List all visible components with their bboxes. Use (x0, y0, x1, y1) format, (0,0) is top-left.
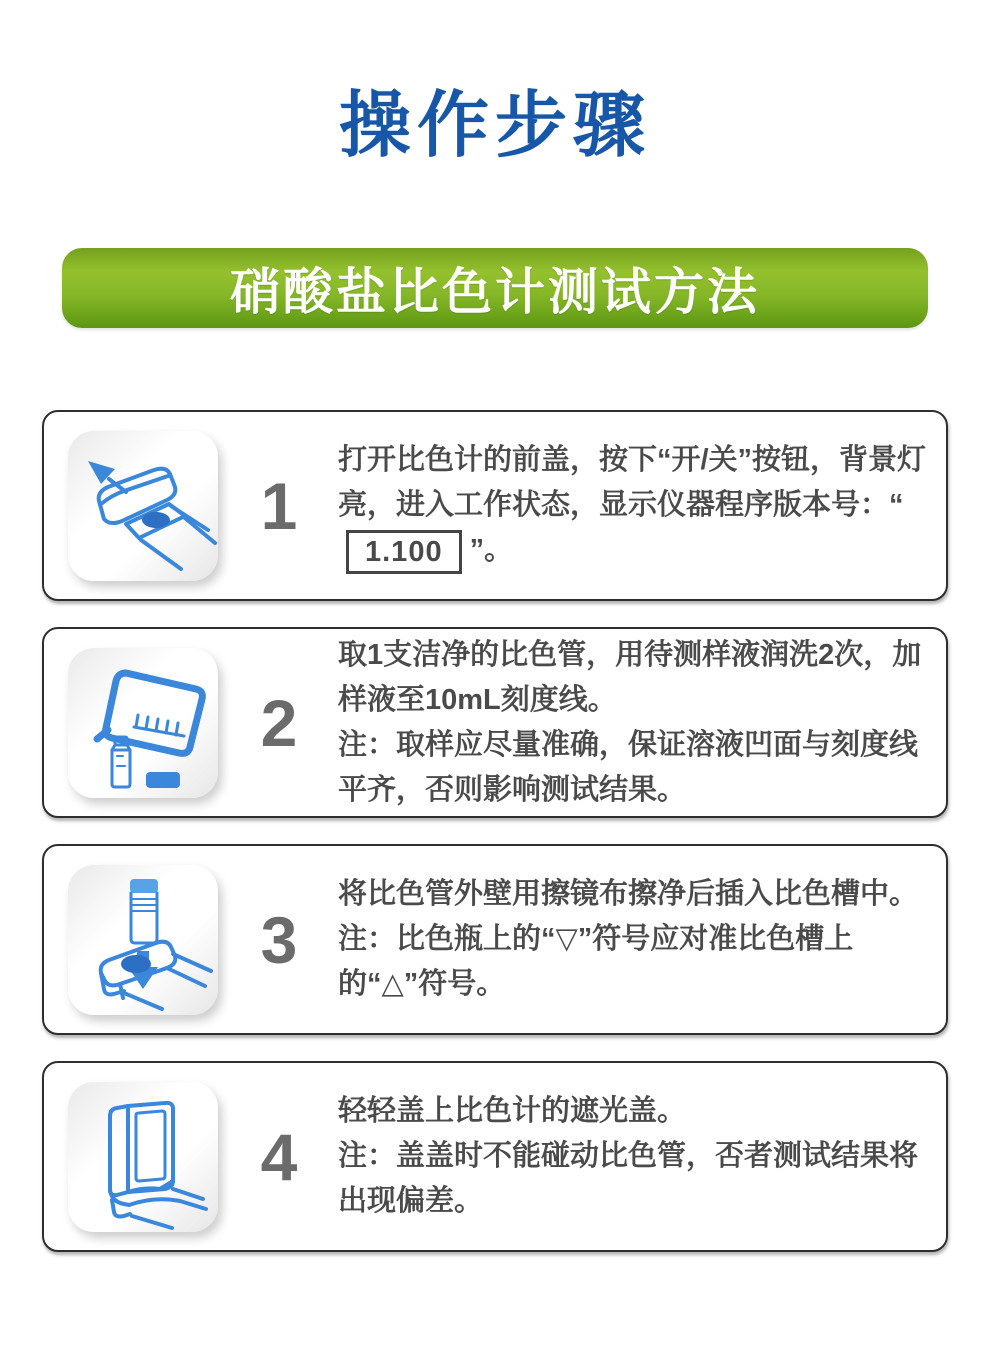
step-1-text (338, 438, 934, 574)
step-4-icon-tile (68, 1082, 218, 1232)
step-2-instruction: 取1支洁净的比色管，用待测样液润洗2次，加样液至10mL刻度线。 (338, 638, 922, 716)
step-4-card (42, 1061, 948, 1252)
step-1-text-before: 打开比色计的前盖，按下“开/关”按钮，背景灯亮，进入工作状态，显示仪器程序版本号：“ (338, 443, 927, 521)
step-2-note: 注：取样应尽量准确，保证溶液凹面与刻度线平齐，否则影响测试结果。 (338, 728, 919, 806)
beaker-and-sample-bottle-icon (68, 648, 218, 798)
light-shield-cover-close-icon (68, 1082, 218, 1232)
step-3-card (42, 844, 948, 1035)
step-4-number: 4 (260, 1119, 298, 1194)
step-3-text (338, 872, 934, 1007)
step-2-icon-tile (68, 648, 218, 798)
colorimeter-cover-open-icon (68, 431, 218, 581)
step-1-instruction (338, 438, 928, 574)
step-3-number: 3 (260, 902, 298, 977)
vial-insert-into-slot-icon (68, 865, 218, 1015)
step-3-icon-tile (68, 865, 218, 1015)
step-2-number: 2 (260, 685, 298, 760)
page-title: 操作步骤 (338, 86, 651, 166)
step-2-text (338, 633, 934, 813)
step-4-instruction: 轻轻盖上比色计的遮光盖。 (338, 1095, 687, 1127)
steps-list (0, 410, 990, 1252)
step-2-card (42, 627, 948, 818)
step-1-number: 1 (260, 468, 298, 543)
step-1-text-after: ”。 (469, 533, 514, 566)
step-4-text (338, 1089, 934, 1224)
firmware-version-value: 1.100 (346, 530, 462, 574)
method-banner-label: 硝酸盐比色计测试方法 (230, 264, 760, 320)
step-1-icon-tile (68, 431, 218, 581)
step-3-note: 注：比色瓶上的“▽”符号应对准比色槽上的“△”符号。 (338, 923, 854, 1000)
step-3-instruction: 将比色管外壁用擦镜布擦净后插入比色槽中。 (338, 878, 919, 910)
step-1-card (42, 410, 948, 601)
step-4-note: 注：盖盖时不能碰动比色管，否者测试结果将出现偏差。 (338, 1140, 919, 1217)
method-banner (62, 248, 928, 328)
